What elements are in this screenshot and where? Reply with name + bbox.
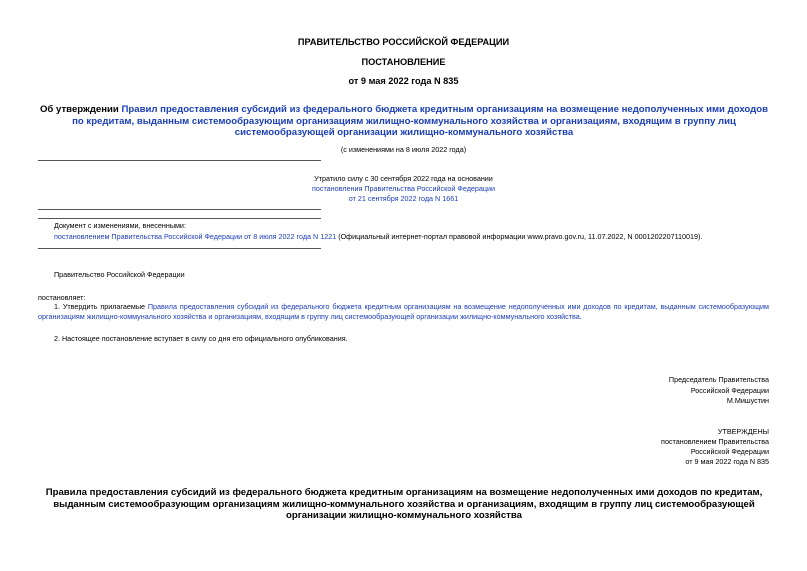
changes-source: (Официальный интернет-портал правовой информации www.pravo.gov.ru, 11.07.2022, N 0001202207110019).: [336, 232, 703, 241]
decrees-line: постановляет:: [38, 293, 86, 302]
item-1-suffix: .: [579, 312, 582, 321]
expiry-link-line2[interactable]: от 21 сентября 2022 года N 1661: [348, 194, 459, 203]
signature-country: Российской Федерации: [690, 386, 769, 395]
title-rules-link[interactable]: Правил предоставления субсидий из федерального бюджета кредитным организациям на возмещение недополученных ими доходов по кредитам, выданным системообразующим организациям жилищно-коммунального хозяйства и организациям, входящим в группу лиц системообразующей организации жилищно-коммунального хозяйства: [72, 104, 769, 139]
item-1: [38, 302, 769, 322]
divider: [38, 209, 321, 210]
date-number-heading: от 9 мая 2022 года N 835: [348, 76, 459, 86]
approved-line4: от 9 мая 2022 года N 835: [685, 457, 769, 466]
doc-type-heading: ПОСТАНОВЛЕНИЕ: [361, 57, 446, 67]
item-1-rules-link[interactable]: Правила предоставления субсидий из федерального бюджета кредитным организациям на возмещение недополученных ими доходов по кредитам, выданным системообразующим организациям жилищно-коммунального хозяйства и организациям, входящим в группу лиц системообразующей организации жилищно-коммунального хозяйства: [38, 302, 769, 321]
approved-line2: постановлением Правительства: [661, 437, 769, 446]
expiry-link-line1[interactable]: постановления Правительства Российской Федерации: [311, 184, 496, 193]
divider: [38, 218, 321, 219]
approved-heading: УТВЕРЖДЕНЫ: [717, 427, 769, 436]
org-heading: ПРАВИТЕЛЬСТВО РОССИЙСКОЙ ФЕДЕРАЦИИ: [297, 37, 510, 47]
changes-line: [54, 232, 702, 242]
amendment-note: (с изменениями на 8 июля 2022 года): [340, 145, 467, 154]
item-2: 2. Настоящее постановление вступает в силу со дня его официального опубликования.: [54, 334, 348, 343]
government-line: Правительство Российской Федерации: [54, 270, 185, 279]
changes-label: Документ с изменениями, внесенными:: [54, 221, 186, 230]
divider: [38, 248, 321, 249]
title-prefix: Об утверждении: [39, 104, 122, 115]
approved-line3: Российской Федерации: [690, 447, 769, 456]
divider: [38, 160, 321, 161]
item-1-prefix: 1. Утвердить прилагаемые: [54, 302, 148, 311]
rules-title: Правила предоставления субсидий из федерального бюджета кредитным организациям на возмещение недополученных ими доходов по кредитам, выданным системообразующим организациям жилищно-коммунального хозяйства и организациям, входящим в группу лиц системообразующей организации жилищно-коммунального хозяйства: [45, 487, 763, 522]
document-title: [36, 104, 772, 139]
expiry-line: Утратило силу с 30 сентября 2022 года на основании: [314, 174, 493, 183]
signature-position: Председатель Правительства: [668, 375, 769, 384]
signature-name: М.Мишустин: [726, 396, 769, 405]
changes-link[interactable]: постановлением Правительства Российской Федерации от 8 июля 2022 года N 1221: [54, 232, 337, 241]
